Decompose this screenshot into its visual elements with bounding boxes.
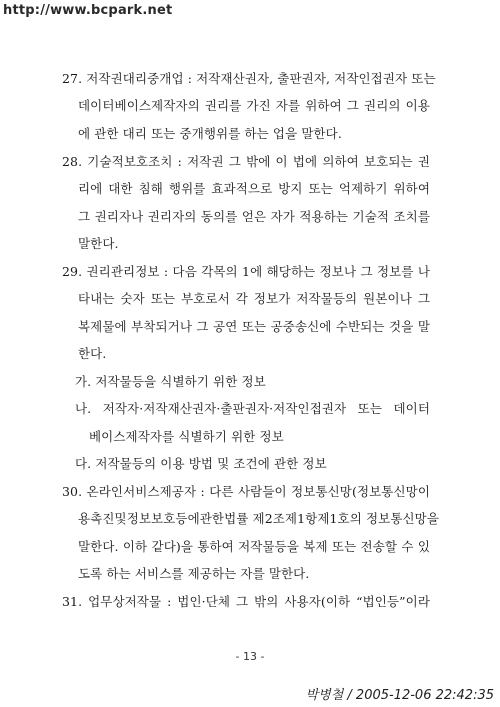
text-line: 27. 저작권대리중개업 : 저작재산권자, 출판권자, 저작인접권자 또는 <box>62 71 436 86</box>
text-line: 말한다. <box>78 236 119 251</box>
page-number: - 13 - <box>235 650 265 663</box>
text-line: 타내는 숫자 또는 부호로서 각 정보가 저작물등의 원본이나 그 <box>78 291 430 306</box>
text-line: 데이터베이스제작자의 권리를 가진 자를 위하여 그 권리의 이용 <box>78 98 430 113</box>
text-line: 복제물에 부착되거나 그 공연 또는 공중송신에 수반되는 것을 말 <box>78 319 430 334</box>
text-line: 베이스제작자를 식별하기 위한 정보 <box>89 429 284 444</box>
text-line: 에 관한 대리 또는 중개행위를 하는 업을 말한다. <box>78 126 342 141</box>
text-line: 30. 온라인서비스제공자 : 다른 사람들이 정보통신망(정보통신망이 <box>62 484 430 499</box>
text-line: 나. 저작자·저작재산권자·출판권자·저작인접권자 또는 데이터 <box>75 401 430 416</box>
text-line: 가. 저작물등을 식별하기 위한 정보 <box>75 374 266 389</box>
source-url: http://www.bcpark.net <box>3 3 173 18</box>
text-line: 한다. <box>78 346 107 361</box>
text-line: 그 권리자나 권리자의 동의를 얻은 자가 적용하는 기술적 조치를 <box>78 209 430 224</box>
text-line: 도록 하는 서비스를 제공하는 자를 말한다. <box>78 566 310 581</box>
text-line: 28. 기술적보호조치 : 저작권 그 밖에 이 법에 의하여 보호되는 권 <box>62 154 430 169</box>
text-line: 말한다. 이하 같다)을 통하여 저작물등을 복제 또는 전송할 수 있 <box>78 539 430 554</box>
text-line: 다. 저작물등의 이용 방법 및 조건에 관한 정보 <box>75 456 327 471</box>
text-line: 29. 권리관리정보 : 다음 각목의 1에 해당하는 정보나 그 정보를 나 <box>62 264 430 279</box>
text-line: 리에 대한 침해 행위를 효과적으로 방지 또는 억제하기 위하여 <box>78 181 430 196</box>
signature-stamp: 박병철 / 2005-12-06 22:42:35 <box>305 688 494 703</box>
text-line: 31. 업무상저작물 : 법인·단체 그 밖의 사용자(이하 “법인등”이라 <box>62 594 430 609</box>
text-line: 용촉진및정보보호등에관한법률 제2조제1항제1호의 정보통신망을 <box>78 511 440 526</box>
